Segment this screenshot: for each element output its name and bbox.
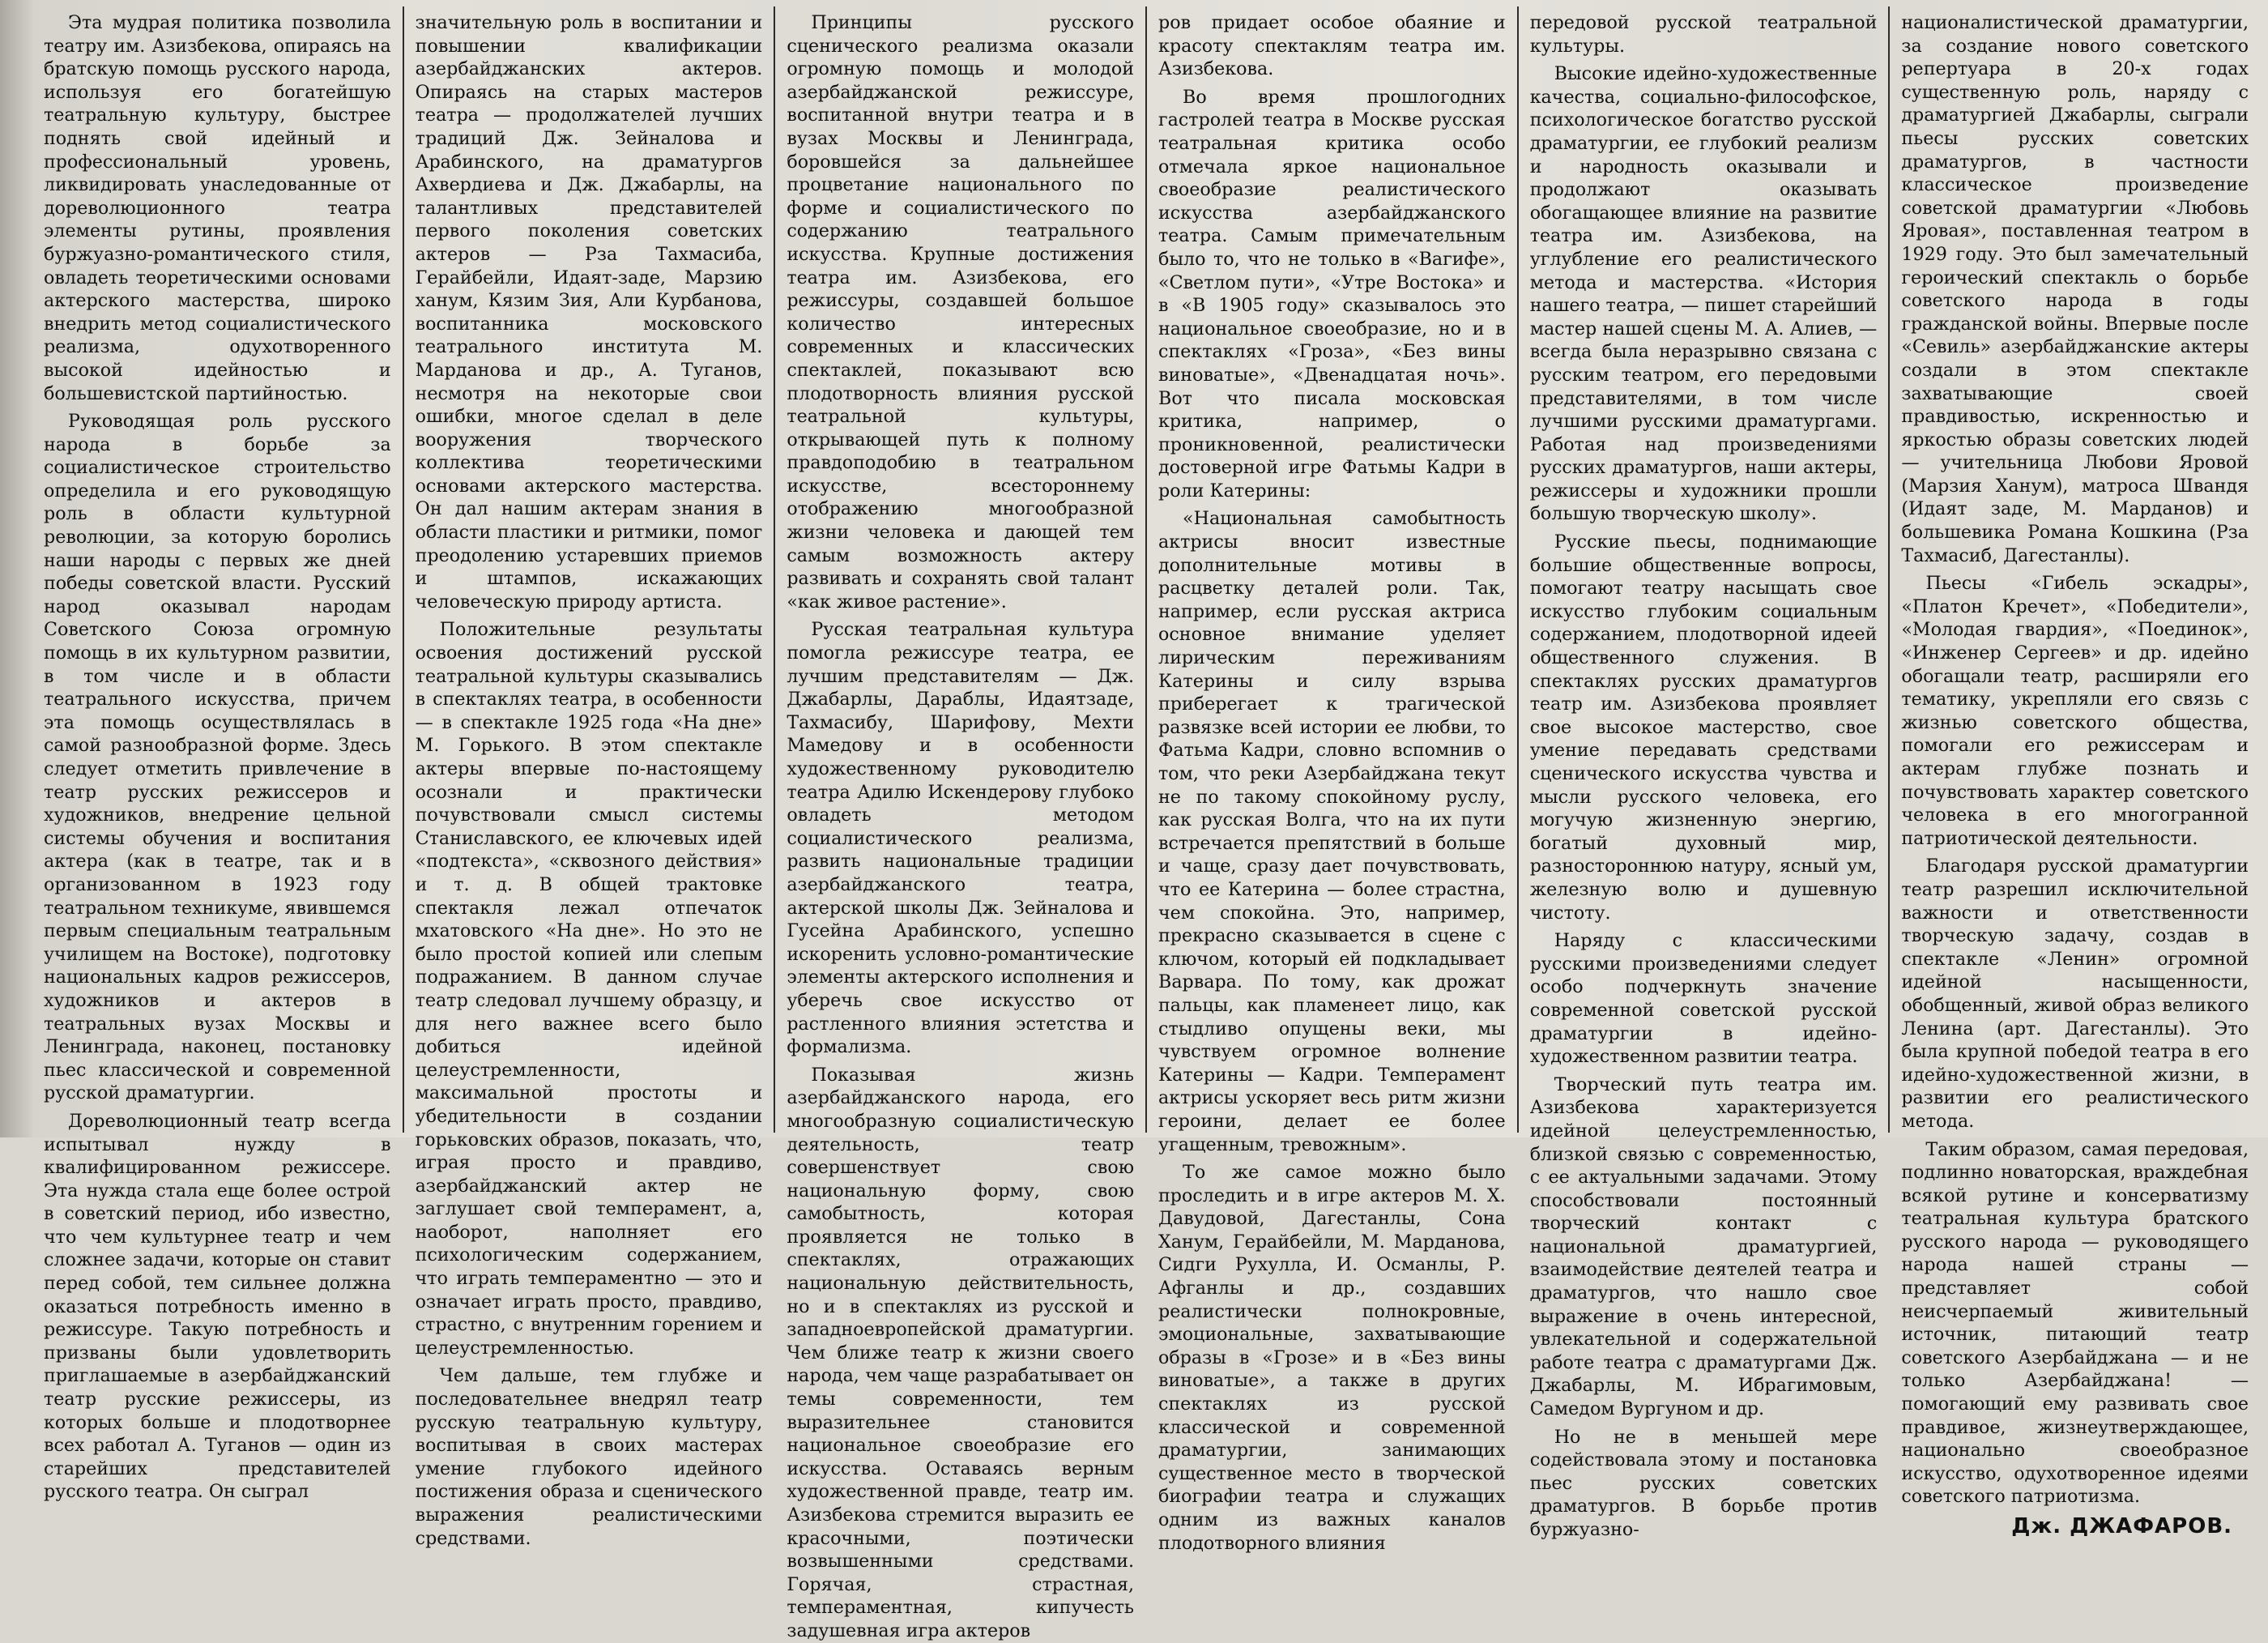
column-1 (32, 6, 404, 1503)
paragraph: Положительные результаты освоения достижений русской театральной культуры сказывались в спектаклях театра, в особенности — в спектакле 1925 года «На дне» М. Горького. В этом спектакле актеры впервые по-настоящему осознали и практически почувствовали смысл системы Станиславского, ее ключевых идей «подтекста», «сквозного действия» и т. д. В общей трактовке спектакля лежал отпечаток мхатовского «На дне». Но это не было простой копией или слепым подражанием. В данном случае театр следовал лучшему образцу, и для него важнее всего было добиться идейной целеустремленности, максимальной простоты и убедительности в создании горьковских образов, показать, что, играя просто и правдиво, азербайджанский актер не заглушает свой темперамент, а, наоборот, наполняет его психологическим содержанием, что играть темпераментно — это и означает играть просто, правдиво, страстно, с внутренним горением и целеустремленностью. (415, 619, 763, 1359)
column-2 (404, 6, 776, 1549)
paragraph: Благодаря русской драматургии театр разрешил исключительной важности и ответственности творческую задачу, создав в спектакле «Ленин» огромной идейной насыщенности, обобщенный, живой образ великого Ленина (арт. Дагестанлы). Это была крупной победой театра в его идейно-художественной жизни, в развитии его реалистического метода. (1901, 856, 2249, 1132)
paragraph: передовой русской театральной культуры. (1529, 12, 1878, 57)
column-6 (1890, 6, 2260, 1538)
paragraph: Русская театральная культура помогла режиссуре театра, ее лучшим представителям — Дж. Джабарлы, Дараблы, Идаятзаде, Тахмасибу, Шарифову, Мехти Мамедову и в особенности художественному руководителю театра Адилю Искендерову глубоко овладеть методом социалистического реализма, развить национальные традиции азербайджанского театра, актерской школы Дж. Зейналова и Гусейна Арабинского, успешно искоренить условно-романтические элементы актерского исполнения и уберечь свое искусство от растленного влияния эстетства и формализма. (787, 619, 1135, 1058)
paragraph: Высокие идейно-художественные качества, социально-философское, психологическое богатство русской драматургии, ее глубокий реализм и народность оказывали и продолжают оказывать обогащающее влияние на развитие театра им. Азизбекова, на углубление его реалистического метода и мастерства. «История нашего театра, — пишет старейший мастер нашей сцены М. А. Алиев, — всегда была неразрывно связана с русским театром, его передовыми представителями, в том числе лучшими русскими драматургами. Работая над произведениями русских драматургов, наши актеры, режиссеры и художники прошли большую творческую школу». (1529, 63, 1878, 525)
paragraph: Таким образом, самая передовая, подлинно новаторская, враждебная всякой рутине и консерватизму театральная культура братского русского народа — руководящего народа нашей страны — представляет собой неисчерпаемый живительный источник, питающий театр советского Азербайджана — и не только Азербайджана! — помогающий ему развивать свое правдивое, жизнеутверждающее, национально своеобразное искусство, одухотворенное идеями советского патриотизма. (1901, 1138, 2249, 1508)
paragraph: Русские пьесы, поднимающие большие общественные вопросы, помогают театру насыщать свое искусство глубоким социальным содержанием, плодотворной идеей общественного служения. В спектаклях русских драматургов театр им. Азизбекова проявляет свое высокое мастерство, свое умение передавать средствами сценического искусства чувства и мысли русского человека, его могучую жизненную энергию, богатый духовный мир, разностороннюю натуру, ясный ум, железную волю и душевную чистоту. (1529, 531, 1878, 924)
paragraph: Наряду с классическими русскими произведениями следует особо подчеркнуть значение современной советской русской драматургии в идейно-художественном развитии театра. (1529, 930, 1878, 1068)
paragraph: националистической драматургии, за создание нового советского репертуара в 20-х годах существенную роль, наряду с драматургией Джабарлы, сыграли пьесы русских советских драматургов, в частности классическое произведение советской драматургии «Любовь Яровая», поставленная театром в 1929 году. Это был замечательный героический спектакль о борьбе советского народа в годы гражданской войны. Впервые после «Севиль» азербайджанские актеры создали в этом спектакле захватывающие своей правдивостью, искренностью и яркостью образы советских людей — учительница Любови Яровой (Марзия Ханум), матроса Швандя (Идаят заде, М. Марданов) и большевика Романа Кошкина (Рза Тахмасиб, Дагестанлы). (1901, 12, 2249, 566)
paragraph: Руководящая роль русского народа в борьбе за социалистическое строительство определила и его руководящую роль в области культурной революции, за которую боролись наши народы с первых же дней победы советской власти. Русский народ оказывал народам Советского Союза огромную помощь в их культурном развитии, в том числе и в области театрального искусства, причем эта помощь осуществлялась в самой разнообразной форме. Здесь следует отметить привлечение в театр русских режиссеров и художников, внедрение цельной системы обучения и воспитания актера (как в театре, так и в организованном в 1923 году театральном техникуме, явившемся первым специальным театральным училищем на Востоке), подготовку национальных кадров режиссеров, художников и актеров в театральных вузах Москвы и Ленинграда, наконец, постановку пьес классической и современной русской драматургии. (44, 411, 391, 1104)
paragraph: То же самое можно было проследить и в игре актеров М. Х. Давудовой, Дагестанлы, Сона Ханум, Герайбейли, М. Марданова, Сидги Рухулла, И. Османлы, Р. Афганлы и др., создавших реалистически полнокровные, эмоциональные, захватывающие образы в «Грозе» и в «Без вины виноватые», а также в других спектаклях из русской классической и современной драматургии, занимающих существенное место в творческой биографии театра и служащих одним из важных каналов плодотворного влияния (1158, 1162, 1506, 1554)
paragraph: «Национальная самобытность актрисы вносит известные дополнительные мотивы в расцветку деталей роли. Так, например, если русская актриса основное внимание уделяет лирическим переживаниям Катерины и силу взрыва приберегает к трагической развязке всей истории ее любви, то Фатьма Кадри, словно вспомнив о том, что реки Азербайджана текут не по такому спокойному руслу, как русская Волга, что на их пути встречается препятствий в больше и чаще, сразу дает почувствовать, что ее Катерина — более страстна, чем спокойна. Это, например, прекрасно сказывается в сцене с ключом, который ей подкладывает Варвара. По тому, как дрожат пальцы, как пламенеет лицо, как стыдливо опущены веки, мы чувствуем огромное волнение Катерины — Кадри. Темперамент актрисы ускоряет весь ритм жизни героини, делает ее более угащенным, тревожным». (1158, 508, 1506, 1155)
paragraph: Чем дальше, тем глубже и последовательнее внедрял театр русскую театральную культуру, воспитывая в своих мастерах умение глубокого идейного постижения образа и сценического выражения реалистическими средствами. (415, 1365, 763, 1549)
paragraph: Но не в меньшей мере содействовала этому и постановка пьес русских советских драматургов. В борьбе против буржуазно- (1529, 1426, 1878, 1540)
paragraph: Дореволюционный театр всегда испытывал нужду в квалифицированном режиссере. Эта нужда стала еще более острой в советский период, ибо известно, что чем культурнее театр и чем сложнее задачи, которые он ставит перед собой, тем сильнее должна оказаться потребность именно в режиссуре. Такую потребность и призваны были удовлетворить приглашаемые в азербайджанский театр русские режиссеры, из которых больше и плодотворнее всех работал А. Туганов — один из старейших представителей русского театра. Он сыграл (44, 1110, 391, 1503)
column-4 (1147, 6, 1519, 1554)
paragraph: значительную роль в воспитании и повышении квалификации азербайджанских актеров. Опираясь на старых мастеров театра — продолжателей лучших традиций Дж. Зейналова и Арабинского, на драматургов Ахвердиева и Дж. Джабарлы, на талантливых представителей первого поколения советских актеров — Рза Тахмасиба, Герайбейли, Идаят-заде, Марзию ханум, Кязим Зия, Али Курбанова, воспитанника московского театрального института М. Марданова и др., А. Туганов, несмотря на некоторые свои ошибки, многое сделал в деле вооружения творческого коллектива теоретическими основами актерского мастерства. Он дал нашим актерам знания в области пластики и ритмики, помог преодолению устаревших приемов и штампов, искажающих человеческую природу артиста. (415, 12, 763, 612)
column-5 (1519, 6, 1891, 1540)
paragraph: Эта мудрая политика позволила театру им. Азизбекова, опираясь на братскую помощь русского народа, используя его богатейшую театральную культуру, быстрее поднять свой идейный и профессиональный уровень, ликвидировать унаследованные от дореволюционного театра элементы рутины, проявления буржуазно-романтического стиля, овладеть теоретическими основами актерского мастерства, широко внедрить метод социалистического реализма, одухотворенного высокой идейностью и большевистской партийностью. (44, 12, 391, 404)
author-signature: Дж. ДЖАФАРОВ. (2011, 1514, 2233, 1538)
column-3 (775, 6, 1147, 1641)
paragraph: Во время прошлогодних гастролей театра в Москве русская театральная критика особо отмечала яркое национальное своеобразие реалистического искусства азербайджанского театра. Самым примечательным было то, что не только в «Вагифе», «Светлом пути», «Утре Востока» и в «В 1905 году» сказывалось это национальное своеобразие, но и в спектаклях «Гроза», «Без вины виноватые», «Двенадцатая ночь». Вот что писала московская критика, например, о проникновенной, реалистически достоверной игре Фатьмы Кадри в роли Катерины: (1158, 86, 1506, 501)
article-columns (32, 6, 2260, 1641)
paragraph: ров придает особое обаяние и красоту спектаклям театра им. Азизбекова. (1158, 12, 1506, 80)
paragraph: Показывая жизнь азербайджанского народа, его многообразную социалистическую деятельность, театр совершенствует свою национальную форму, свою самобытность, которая проявляется не только в спектаклях, отражающих национальную действительность, но и в спектаклях из русской и западноевропейской драматургии. Чем ближе театр к жизни своего народа, чем чаще разрабатывает он темы современности, тем выразительнее становится национальное своеобразие его искусства. Оставаясь верным художественной правде, театр им. Азизбекова стремится выразить ее красочными, поэтически возвышенными средствами. Горячая, страстная, темпераментная, кипучесть задушевная игра актеров (787, 1064, 1135, 1641)
paragraph: Пьесы «Гибель эскадры», «Платон Кречет», «Победители», «Молодая гвардия», «Поединок», «Инженер Сергеев» и др. идейно обогащали театр, расширяли его тематику, укрепляли его связь с жизнью советского общества, помогали его режиссерам и актерам глубже познать и почувствовать характер советского человека в его многогранной патриотической деятельности. (1901, 573, 2249, 849)
paragraph: Творческий путь театра им. Азизбекова характеризуется идейной целеустремленностью, близкой связью с современностью, с ее актуальными задачами. Этому способствовали постоянный творческий контакт с национальной драматургией, взаимодействие деятелей театра и драматургов, что нашло свое выражение в очень интересной, увлекательной и содержательной работе театра с драматургами Дж. Джабарлы, М. Ибрагимовым, Самедом Вургуном и др. (1529, 1073, 1878, 1420)
paragraph: Принципы русского сценического реализма оказали огромную помощь и молодой азербайджанской режиссуре, воспитанной внутри театра и в вузах Москвы и Ленинграда, боровшейся за дальнейшее процветание национального по форме и социалистического по содержанию театрального искусства. Крупные достижения театра им. Азизбекова, его режиссуры, создавшей большое количество интересных современных и классических спектаклей, показывают всю плодотворность влияния русской театральной культуры, открывающей путь к полному правдоподобию в театральном искусстве, всестороннему отображению многообразной жизни человека и дающей тем самым возможность актеру развивать и сохранять свой талант «как живое растение». (787, 12, 1135, 612)
